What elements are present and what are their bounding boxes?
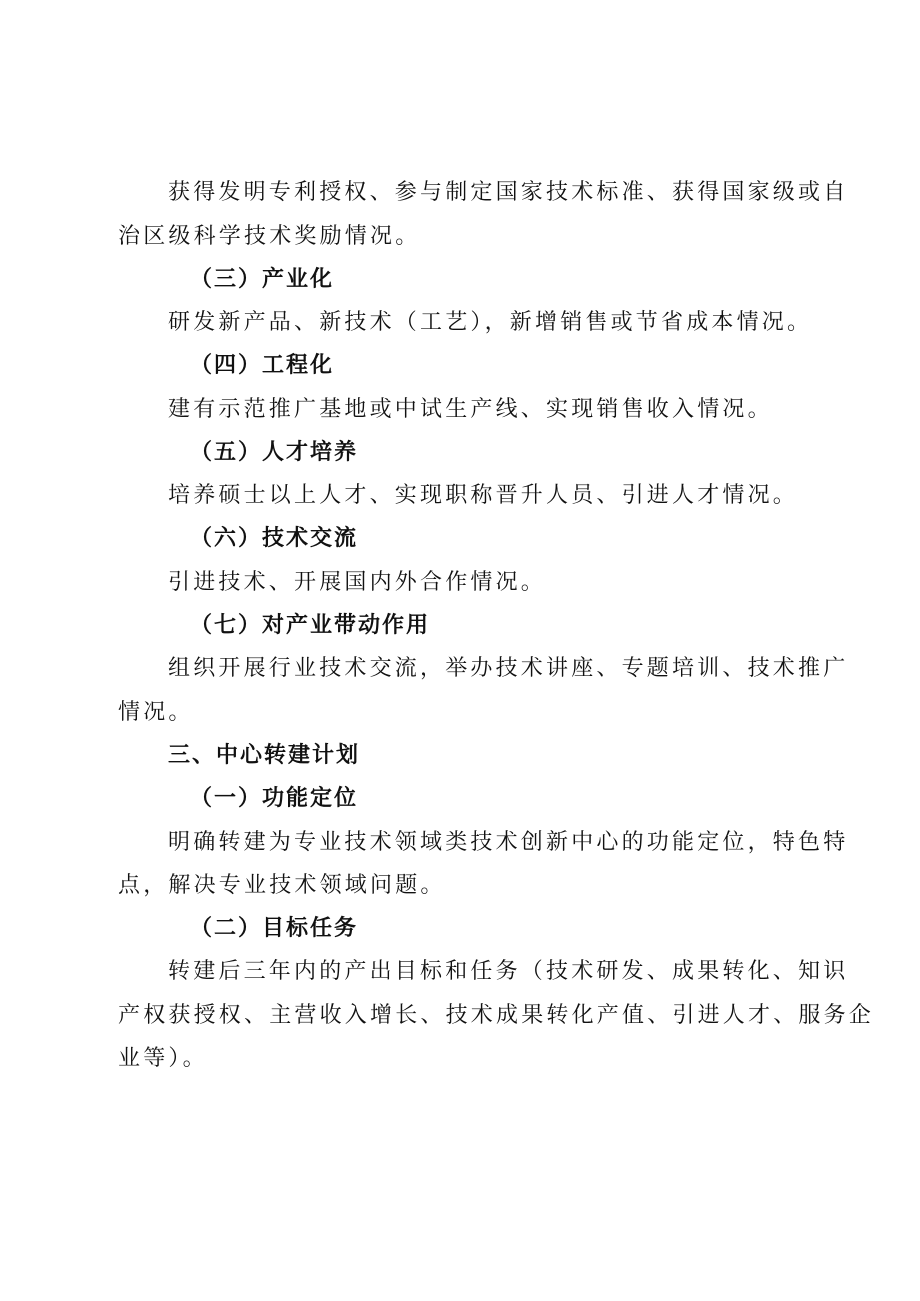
chapter-heading-transition-plan: 三、中心转建计划 bbox=[168, 743, 361, 768]
paragraph-exchange: 引进技术、开展国内外合作情况。 bbox=[168, 570, 547, 595]
paragraph-goals-line-3: 业等）。 bbox=[118, 1046, 208, 1071]
paragraph-industry-impact-line-1: 组织开展行业技术交流，举办技术讲座、专题培训、技术推广 bbox=[168, 656, 849, 681]
paragraph-goals-line-1: 转建后三年内的产出目标和任务（技术研发、成果转化、知识 bbox=[168, 959, 849, 984]
paragraph-goals-line-2: 产权获授权、主营收入增长、技术成果转化产值、引进人才、服务企 bbox=[118, 1003, 875, 1028]
paragraph-talent: 培养硕士以上人才、实现职称晋升人员、引进人才情况。 bbox=[168, 483, 799, 508]
paragraph-industrialization: 研发新产品、新技术（工艺），新增销售或节省成本情况。 bbox=[168, 310, 813, 335]
section-heading-talent: （五）人才培养 bbox=[190, 440, 359, 465]
paragraph-achievements-line-2: 治区级科学技术奖励情况。 bbox=[118, 224, 421, 249]
section-heading-industry-impact: （七）对产业带动作用 bbox=[190, 613, 431, 638]
section-heading-function: （一）功能定位 bbox=[190, 786, 359, 811]
section-heading-goals: （二）目标任务 bbox=[190, 916, 359, 941]
section-heading-exchange: （六）技术交流 bbox=[190, 526, 359, 551]
paragraph-achievements-line-1: 获得发明专利授权、参与制定国家技术标准、获得国家级或自 bbox=[168, 180, 849, 205]
paragraph-engineering: 建有示范推广基地或中试生产线、实现销售收入情况。 bbox=[168, 397, 773, 422]
paragraph-function-line-1: 明确转建为专业技术领域类技术创新中心的功能定位，特色特 bbox=[168, 830, 849, 855]
section-heading-industrialization: （三）产业化 bbox=[190, 267, 335, 292]
paragraph-industry-impact-line-2: 情况。 bbox=[118, 700, 194, 725]
paragraph-function-line-2: 点，解决专业技术领域问题。 bbox=[118, 873, 446, 898]
section-heading-engineering: （四）工程化 bbox=[190, 353, 335, 378]
